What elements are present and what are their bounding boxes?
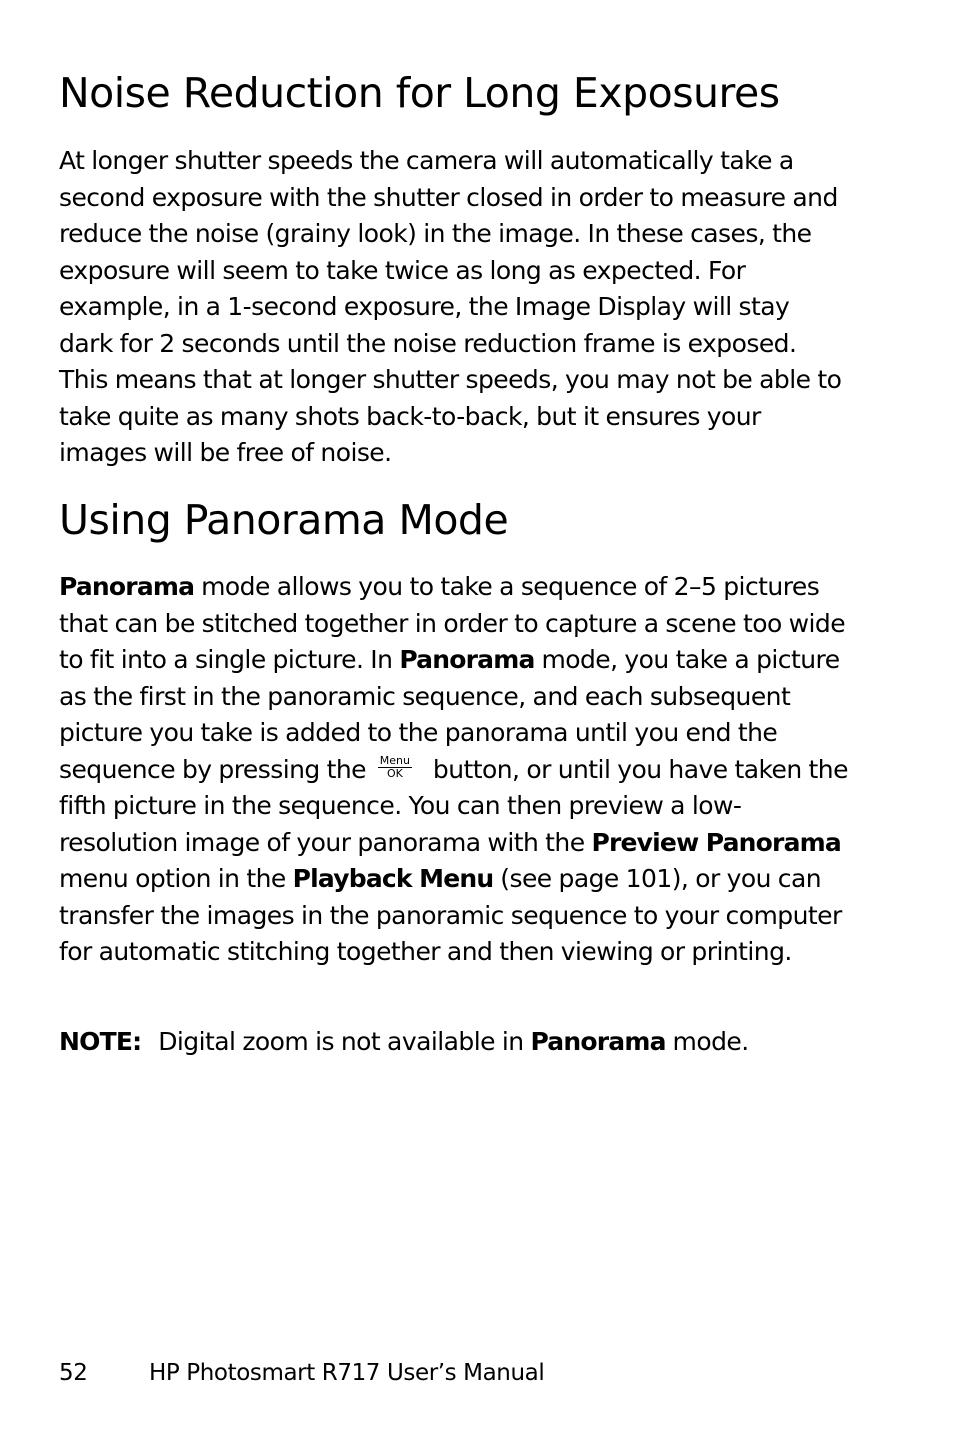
paragraph-text: mode allows you to take a sequence of 2–5 pictures that can be stitched together in order to capture a scene too wide to fit into a single picture. In: [59, 572, 846, 674]
panorama-term: Panorama: [399, 645, 535, 674]
note-text: Digital zoom is not available in: [151, 1027, 531, 1056]
page-number: 52: [59, 1360, 88, 1386]
menu-ok-button-icon: [373, 755, 417, 780]
playback-menu-term: Playback Menu: [292, 864, 494, 893]
ok-icon-label: OK: [386, 767, 403, 780]
paragraph-text: (see page 101), or you can transfer the images in the panoramic sequence to your computer for automatic stitching together and then viewing or printing.: [59, 864, 842, 966]
note-text: mode.: [665, 1027, 749, 1056]
section-heading-panorama: Using Panorama Mode: [59, 496, 509, 544]
panorama-term: Panorama: [530, 1027, 666, 1056]
page-footer: [59, 1357, 544, 1389]
paragraph-text: menu option in the: [59, 864, 293, 893]
section-heading-noise-reduction: Noise Reduction for Long Exposures: [59, 69, 780, 117]
preview-panorama-term: Preview Panorama: [591, 827, 841, 857]
note-label: NOTE:: [59, 1027, 142, 1056]
panorama-paragraph: [59, 569, 849, 971]
note-paragraph: [59, 1024, 849, 1061]
paragraph-text: mode, you take a picture as the first in the panoramic sequence, and each subsequent picture you take is added to the panorama until you end the sequence by pressing the: [59, 645, 840, 784]
noise-reduction-paragraph: At longer shutter speeds the camera will automatically take a second exposure with the shutter closed in order to measure and reduce the noise (grainy look) in the image. In these cases, the exposure will seem to take twice as long as expected. For example, in a 1-second exposure, the Image Display will stay dark for 2 seconds until the noise reduction frame is exposed. This means that at longer shutter speeds, you may not be able to take quite as many shots back-to-back, but it ensures your images will be free of noise.: [59, 146, 842, 467]
menu-icon-label: Menu: [379, 754, 410, 767]
manual-title: HP Photosmart R717 User’s Manual: [149, 1360, 545, 1386]
panorama-term: Panorama: [59, 572, 195, 601]
paragraph-text: button, or until you have taken the fifth picture in the sequence. You can then preview a low-resolution image of your panorama with the: [59, 754, 848, 857]
